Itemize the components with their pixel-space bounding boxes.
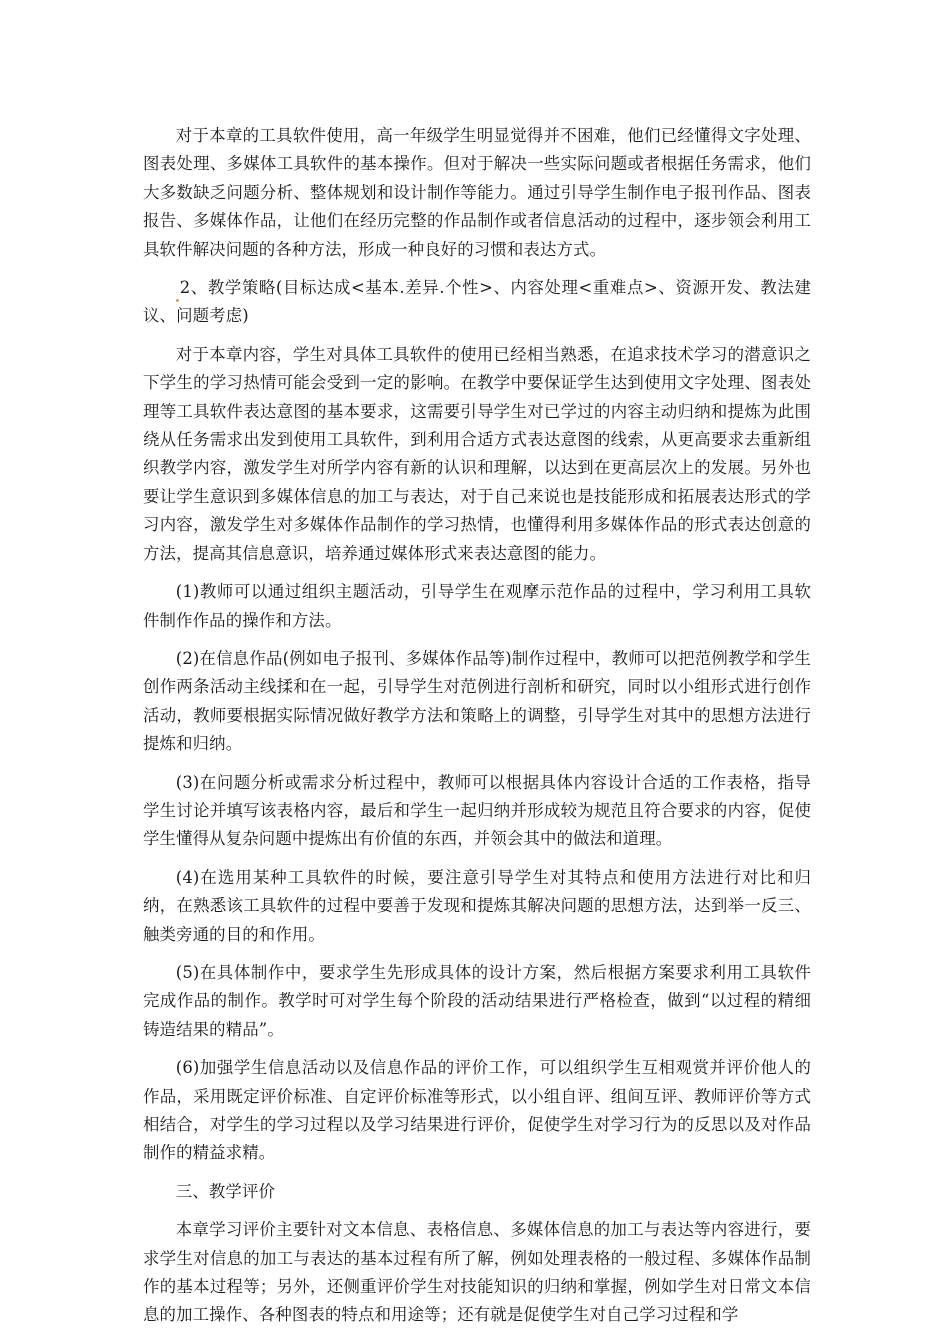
paragraph-item-4: (4)在选用某种工具软件的时候，要注意引导学生对其特点和使用方法进行对比和归纳，在熟悉该工具软件的过程中要善于发现和提炼其解决问题的思想方法，达到举一反三、触类旁通的目的和作用。 (143, 867, 811, 944)
paragraph-item-3: (3)在问题分析或需求分析过程中，教师可以根据具体内容设计合适的工作表格，指导学生讨论并填写该表格内容，最后和学生一起归纳并形成较为规范且符合要求的内容，促使学生懂得从复杂问题中提炼出有价值的东西，并领会其中的做法和道理。 (143, 772, 811, 849)
paragraph-strategy-body: 对于本章内容，学生对具体工具软件的使用已经相当熟悉，在追求技术学习的潜意识之下学生的学习热情可能会受到一定的影响。在教学中要保证学生达到使用文字处理、图表处理等工具软件表达意图的基本要求，这需要引导学生对已学过的内容主动归纳和提炼为此围绕从任务需求出发到使用工具软件，到利用合适方式表达意图的线索，从更高要求去重新组织教学内容，激发学生对所学内容有新的认识和理解，以达到在更高层次上的发展。另外也要让学生意识到多媒体信息的加工与表达，对于自己来说也是技能形成和拓展表达形式的学习内容，激发学生对多媒体作品制作的学习热情，也懂得利用多媒体作品的形式表达创意的方法，提高其信息意识，培养通过媒体形式来表达意图的能力。 (143, 344, 811, 563)
paragraph-item-1: (1)教师可以通过组织主题活动，引导学生在观摩示范作品的过程中，学习利用工具软件制作作品的操作和方法。 (143, 582, 811, 630)
revision-marker-icon (176, 299, 179, 302)
paragraph-item-5: (5)在具体制作中，要求学生先形成具体的设计方案，然后根据方案要求利用工具软件完成作品的制作。教学时可对学生每个阶段的活动结果进行严格检查，做到“以过程的精细铸造结果的精品”。 (143, 962, 811, 1039)
paragraph-strategy-heading (143, 274, 811, 331)
paragraph-item-6: (6)加强学生信息活动以及信息作品的评价工作，可以组织学生互相观赏并评价他人的作品，采用既定评价标准、自定评价标准等形式，以小组自评、组间互评、教师评价等方式相结合，对学生的学习过程以及学习结果进行评价，促使学生对学习行为的反思以及对作品制作的精益求精。 (143, 1058, 811, 1163)
paragraph-item-2: (2)在信息作品(例如电子报刊、多媒体作品等)制作过程中，教师可以把范例教学和学生创作两条活动主线揉和在一起，引导学生对范例进行剖析和研究，同时以小组形式进行创作活动，教师要根据实际情况做好教学方法和策略上的调整，引导学生对其中的思想方法进行提炼和归纳。 (143, 648, 811, 754)
strategy-heading-text: 2、教学策略(目标达成<基本.差异.个性>、内容处理<重难点>、资源开发、教法建议、问题考虑) (143, 278, 811, 326)
paragraph-evaluation: 本章学习评价主要针对文本信息、表格信息、多媒体信息的加工与表达等内容进行，要求学生对信息的加工与表达的基本过程有所了解，例如处理表格的一般过程、多媒体作品制作的基本过程等；另外，还侧重评价学生对技能知识的归纳和掌握，例如学生对日常文本信息的加工操作、各种图表的特点和用途等；还有就是促使学生对自己学习过程和学 (143, 1220, 811, 1325)
section-heading-evaluation: 三、教学评价 (175, 1181, 276, 1201)
paragraph-intro: 对于本章的工具软件使用，高一年级学生明显觉得并不困难，他们已经懂得文字处理、图表处理、多媒体工具软件的基本操作。但对于解决一些实际问题或者根据任务需求，他们大多数缺乏问题分析、整体规划和设计制作等能力。通过引导学生制作电子报刊作品、图表报告、多媒体作品，让他们在经历完整的作品制作或者信息活动的过程中，逐步领会利用工具软件解决问题的各种方法，形成一种良好的习惯和表达方式。 (143, 126, 811, 259)
document-body (143, 122, 811, 1340)
